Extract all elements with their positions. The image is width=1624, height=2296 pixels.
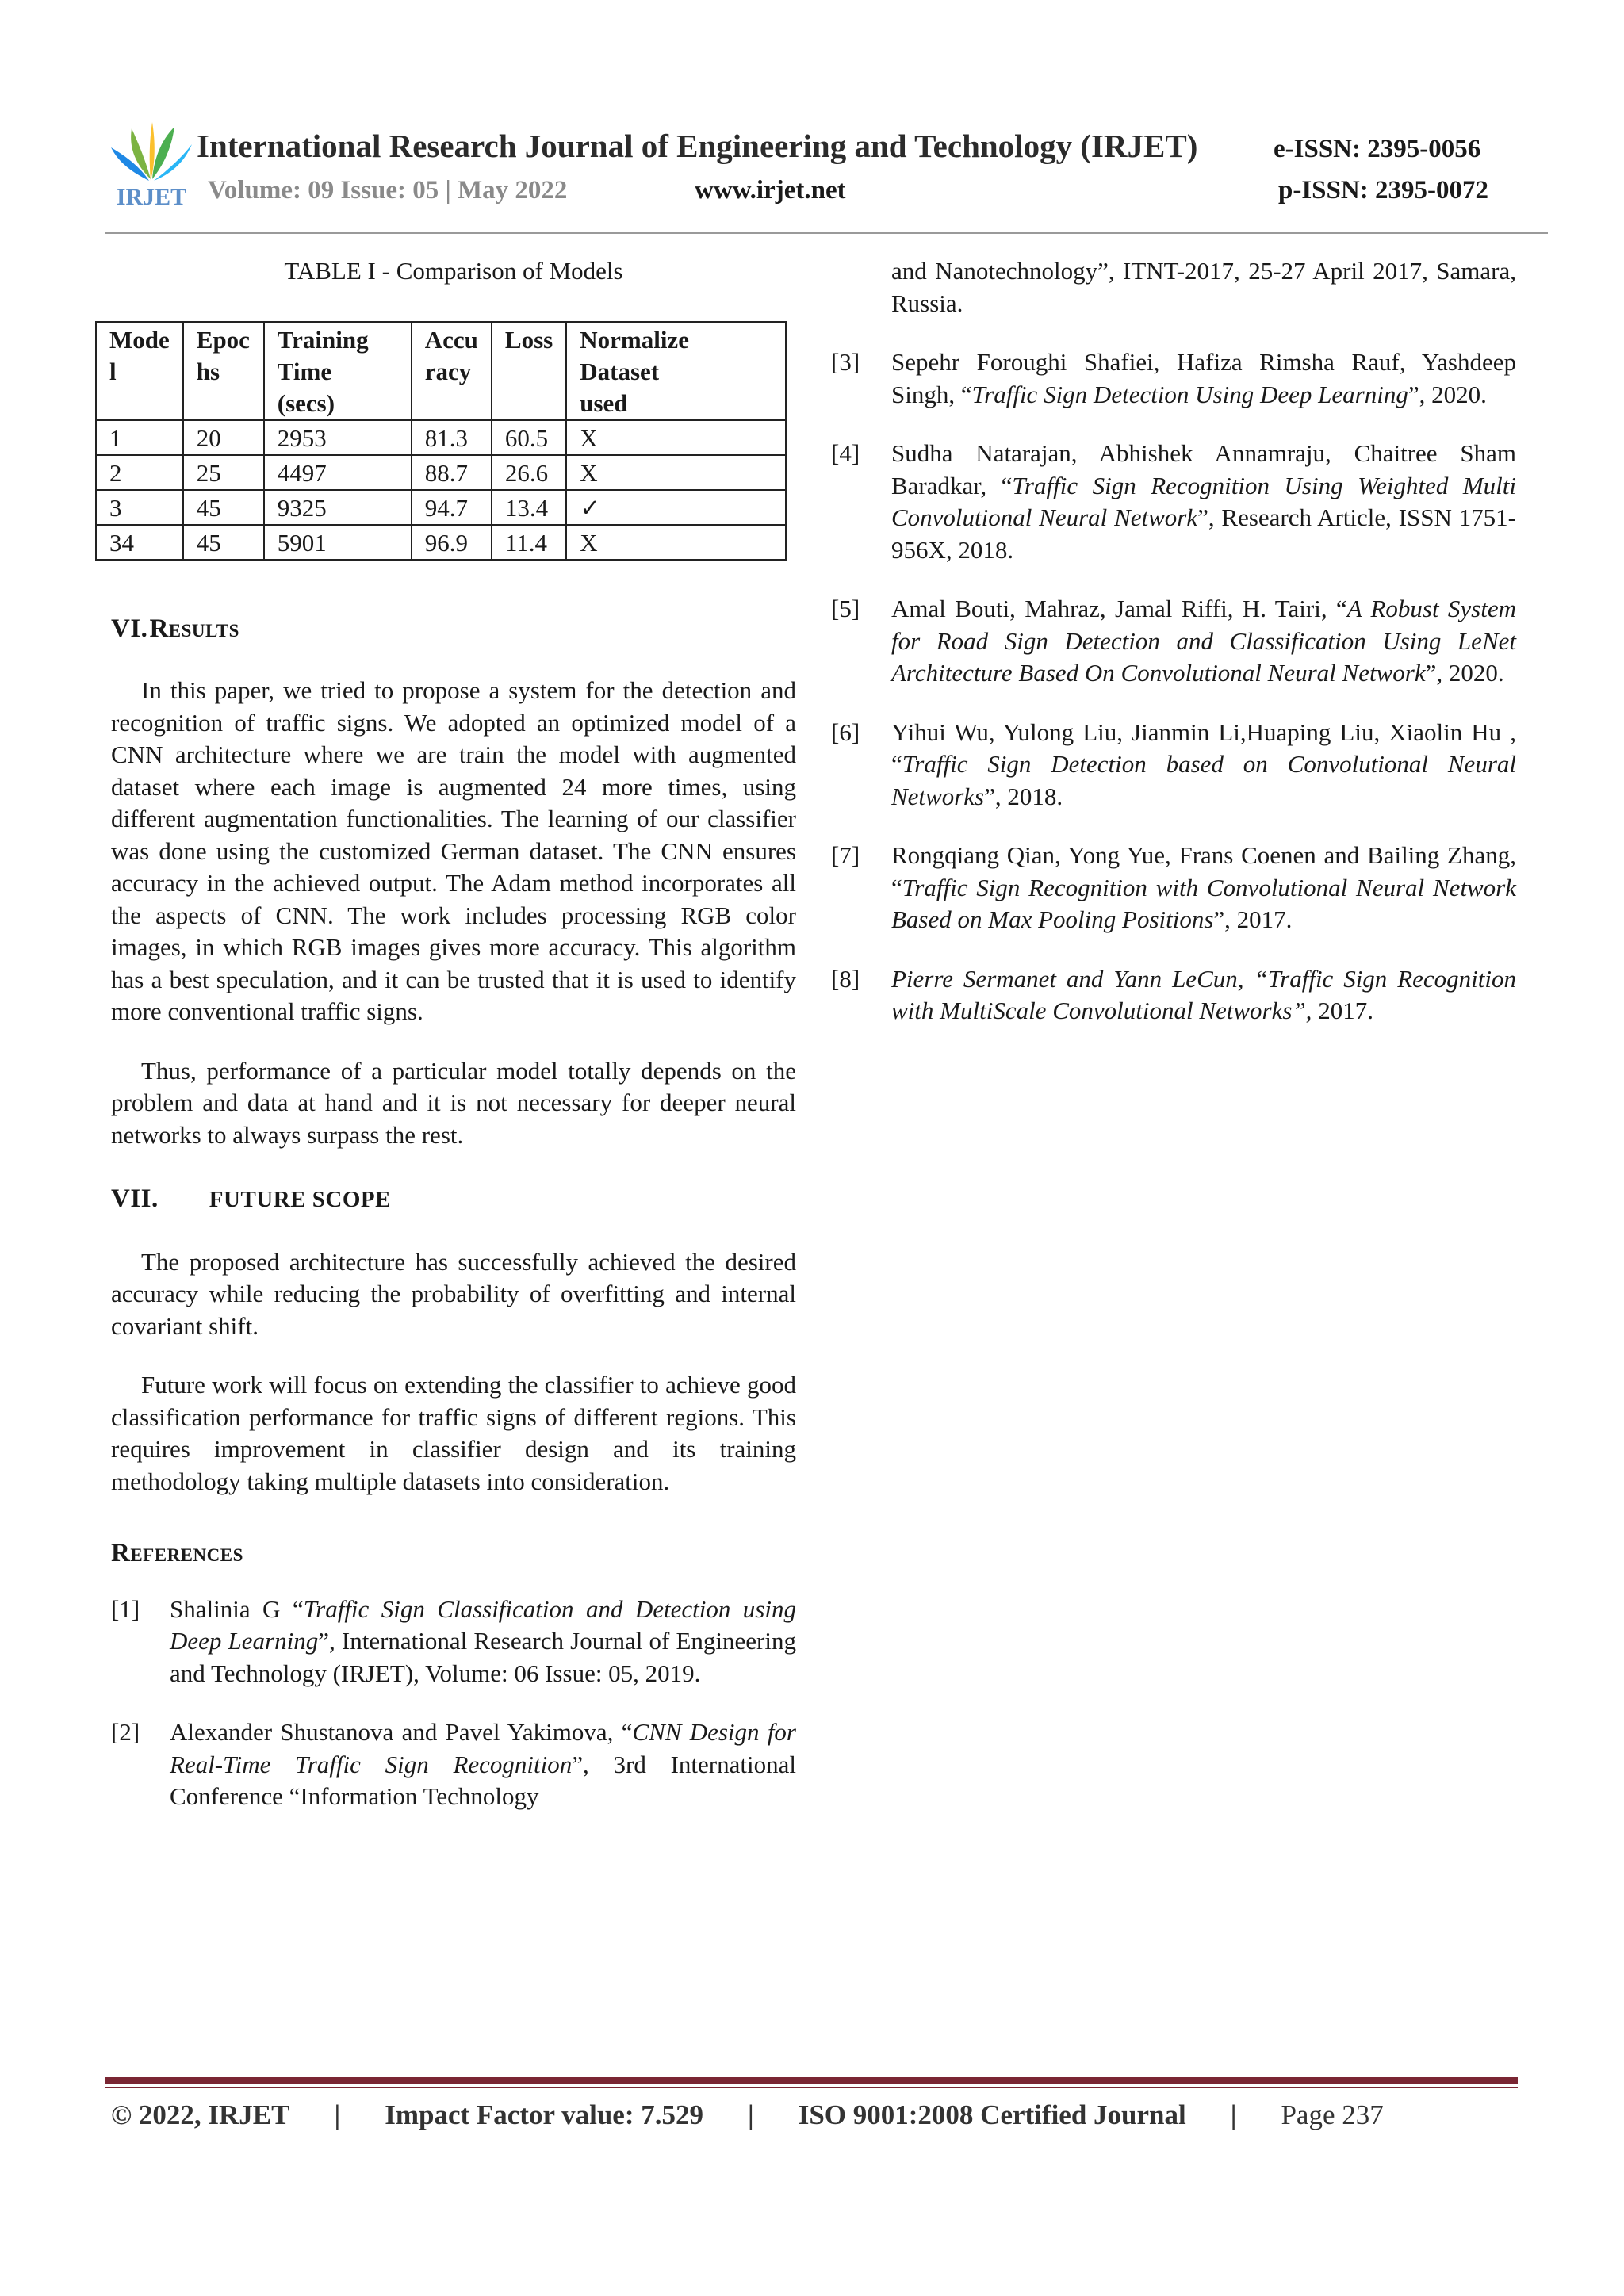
references-heading: References xyxy=(111,1539,243,1567)
reference-item-5: [5] Amal Bouti, Mahraz, Jamal Riffi, H. Tairi, “A Robust System for Road Sign Detection and Classification Using LeNet Architecture Based On Convolutional Neural Network”, 2020. xyxy=(831,595,1517,687)
reference-number: [7] xyxy=(831,841,860,869)
irjet-logo-icon xyxy=(105,117,198,211)
footer-iso-certification: ISO 9001:2008 Certified Journal xyxy=(798,2099,1186,2130)
p-issn: p-ISSN: 2395-0072 xyxy=(1278,176,1488,205)
header-divider xyxy=(105,232,1548,234)
col-header-model: Mode l xyxy=(96,322,183,420)
reference-item-7: [7] Rongqiang Qian, Yong Yue, Frans Coenen and Bailing Zhang, “Traffic Sign Recognition with Convolutional Neural Network Based on Max Pooling Positions”, 2017. xyxy=(831,841,1516,933)
table-cell: 34 xyxy=(96,525,183,560)
table-cell: 94.7 xyxy=(412,490,492,525)
reference-number: [3] xyxy=(831,348,860,376)
table-row xyxy=(96,525,786,560)
future-section-number: VII. xyxy=(111,1184,159,1213)
results-paragraph-1: In this paper, we tried to propose a system for the detection and recognition of traffic signs. We adopted an optimized model of a CNN architecture where we are train the model with augmented dataset where each image is augmented 24 more times, using different augmentation functionalities. The learning of our classifier was done using the customized German dataset. The CNN ensures accuracy in the achieved output. The Adam method incorporates all the aspects of CNN. The work includes processing RGB color images, in which RGB images gives more accuracy. This algorithm has a best speculation, and it can be trusted that it is used to identify more conventional traffic signs. xyxy=(111,676,796,1025)
col-header-accuracy: Accu racy xyxy=(412,322,492,420)
table-cell: 25 xyxy=(183,455,264,490)
logo-text: IRJET xyxy=(116,184,187,210)
reference-title: A Robust System for Road Sign Detection and Classification Using LeNet Architecture Based On Convolutional Neural Network xyxy=(891,595,1517,687)
col-header-epochs: Epoc hs xyxy=(183,322,264,420)
table-cell: 88.7 xyxy=(412,455,492,490)
footer-separator: | xyxy=(748,2099,754,2130)
table-cell: 9325 xyxy=(264,490,412,525)
reference-item-8: [8] Pierre Sermanet and Yann LeCun, “Traffic Sign Recognition with MultiScale Convolutional Networks”, 2017. xyxy=(831,964,1516,1024)
page-number: Page 237 xyxy=(1281,2099,1384,2130)
comparison-table xyxy=(95,321,787,561)
reference-number: [6] xyxy=(831,718,860,746)
table-row xyxy=(96,455,786,490)
table-cell: X xyxy=(566,420,786,455)
reference-item-4: [4] Sudha Natarajan, Abhishek Annamraju, Chaitree Sham Baradkar, “Traffic Sign Recognition Using Weighted Multi Convolutional Neural Network”, Research Article, ISSN 1751-956X, 2018. xyxy=(831,439,1517,564)
table-cell: 45 xyxy=(183,525,264,560)
reference-title: Traffic Sign Recognition Using Weighted Multi Convolutional Neural Network xyxy=(891,471,1517,531)
reference-item-2-continued: and Nanotechnology”, ITNT-2017, 25-27 April 2017, Samara, Russia. xyxy=(891,257,1516,317)
reference-title: Pierre Sermanet and Yann LeCun, “Traffic Sign Recognition with MultiScale Convolutional Networks”, xyxy=(891,964,1516,1024)
table-cell: X xyxy=(566,525,786,560)
results-section-title: Results xyxy=(149,614,239,643)
reference-item-2: [2] Alexander Shustanova and Pavel Yakimova, “CNN Design for Real-Time Traffic Sign Recognition”, 3rd International Conference “Information Technology xyxy=(111,1718,796,1810)
future-paragraph-1: The proposed architecture has successfully achieved the desired accuracy while reducing the probability of overfitting and internal covariant shift. xyxy=(111,1247,796,1340)
reference-number: [8] xyxy=(831,964,860,993)
reference-number: [5] xyxy=(831,595,860,622)
table-cell-checkmark: ✓ xyxy=(566,490,786,525)
table-caption: TABLE I - Comparison of Models xyxy=(284,257,623,285)
reference-item-1: [1] Shalinia G “Traffic Sign Classification and Detection using Deep Learning”, International Research Journal of Engineering and Technology (IRJET), Volume: 06 Issue: 05, 2019. xyxy=(111,1594,796,1687)
reference-title: Traffic Sign Classification and Detection using Deep Learning xyxy=(170,1594,796,1655)
journal-website-link[interactable]: www.irjet.net xyxy=(695,176,846,205)
col-header-loss: Loss xyxy=(492,322,566,420)
table-cell: 60.5 xyxy=(492,420,566,455)
reference-title: Traffic Sign Detection Using Deep Learning xyxy=(971,380,1408,408)
table-cell: 4497 xyxy=(264,455,412,490)
table-cell: 3 xyxy=(96,490,183,525)
future-scope-heading xyxy=(111,1183,796,1216)
reference-title: Traffic Sign Recognition with Convolutional Neural Network Based on Max Pooling Positions xyxy=(891,873,1516,933)
future-section-title: FUTURE SCOPE xyxy=(209,1187,391,1212)
col-header-training-time: Training Time (secs) xyxy=(264,322,412,420)
table-cell: 81.3 xyxy=(412,420,492,455)
volume-issue: Volume: 09 Issue: 05 | May 2022 xyxy=(208,176,568,205)
col-header-normalize: Normalize Dataset used xyxy=(566,322,786,420)
table-row xyxy=(96,420,786,455)
results-paragraph-2: Thus, performance of a particular model totally depends on the problem and data at hand and it is not necessary for deeper neural networks to always surpass the rest. xyxy=(111,1056,796,1149)
future-paragraph-2: Future work will focus on extending the classifier to achieve good classification performance for traffic signs of different regions. This requires improvement in classifier design and its training methodology taking multiple datasets into consideration. xyxy=(111,1371,796,1495)
results-section-number: VI. xyxy=(111,614,148,643)
reference-item-3: [3] Sepehr Foroughi Shafiei, Hafiza Rimsha Rauf, Yashdeep Singh, “Traffic Sign Detection Using Deep Learning”, 2020. xyxy=(831,348,1516,408)
footer-divider-thin xyxy=(105,2087,1518,2088)
reference-title: Traffic Sign Detection based on Convolutional Neural Networks xyxy=(891,750,1516,810)
table-cell: 96.9 xyxy=(412,525,492,560)
reference-number: [2] xyxy=(111,1718,140,1746)
table-cell: 11.4 xyxy=(492,525,566,560)
table-cell: X xyxy=(566,455,786,490)
right-column xyxy=(831,255,1516,1054)
table-cell: 2953 xyxy=(264,420,412,455)
reference-title: CNN Design for Real-Time Traffic Sign Recognition xyxy=(170,1718,796,1778)
table-cell: 2 xyxy=(96,455,183,490)
table-cell: 45 xyxy=(183,490,264,525)
footer-separator: | xyxy=(334,2099,341,2130)
left-column xyxy=(111,255,796,1840)
page-footer xyxy=(111,2099,1516,2131)
footer-separator: | xyxy=(1230,2099,1237,2130)
e-issn: e-ISSN: 2395-0056 xyxy=(1274,135,1481,163)
footer-copyright: © 2022, IRJET xyxy=(111,2099,290,2130)
table-cell: 26.6 xyxy=(492,455,566,490)
footer-impact-factor: Impact Factor value: 7.529 xyxy=(385,2099,703,2130)
reference-number: [4] xyxy=(831,439,860,467)
footer-divider xyxy=(105,2077,1518,2084)
table-cell: 5901 xyxy=(264,525,412,560)
table-header-row xyxy=(96,322,786,420)
reference-item-6: [6] Yihui Wu, Yulong Liu, Jianmin Li,Huaping Liu, Xiaolin Hu , “Traffic Sign Detection based on Convolutional Neural Networks”, 2018. xyxy=(831,718,1516,810)
reference-number: [1] xyxy=(111,1594,140,1623)
table-row xyxy=(96,490,786,525)
journal-title: International Research Journal of Engineering and Technology (IRJET) xyxy=(197,128,1198,164)
results-heading xyxy=(111,613,796,645)
table-cell: 20 xyxy=(183,420,264,455)
table-cell: 1 xyxy=(96,420,183,455)
table-cell: 13.4 xyxy=(492,490,566,525)
